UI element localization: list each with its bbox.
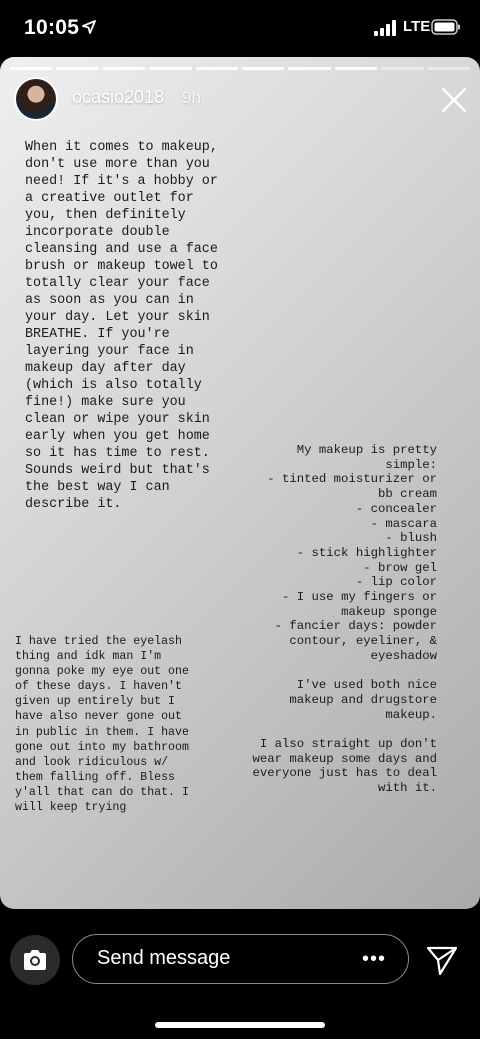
camera-icon — [22, 949, 48, 971]
story-text-top-left: When it comes to makeup, don't use more than you need! If it's a hobby or a creative outlet for you, then definitely incorporate double cleansing and use a face brush or makeup towel to totally clear your face as soon as you can in your day. Let your skin BREATHE. If you're layering your face in makeup day after day (which is also totally fine!) make sure you clean or wipe your skin early when you get home so it has time to rest. Sounds weird but that's the best way I can describe it. — [25, 140, 218, 512]
story-text-right: My makeup is pretty simple: - tinted moisturizer or bb cream - concealer - mascara - blush - stick highlighter - brow gel - lip color - I use my fingers or makeup sponge - fancier days: powder contour, eyeliner, & eyeshadow I've used both nice makeup and drugstore makeup. I also straight up don't wear makeup some days and everyone just has to deal with it. — [252, 443, 437, 796]
progress-segment — [196, 67, 238, 70]
progress-segment — [428, 67, 470, 70]
progress-segment — [56, 67, 98, 70]
progress-segment — [149, 67, 191, 70]
close-icon[interactable] — [440, 86, 468, 114]
send-message-input[interactable] — [72, 934, 409, 984]
status-time: 10:05 — [24, 16, 80, 39]
story-time-ago: 9h — [182, 88, 201, 107]
progress-segment — [335, 67, 377, 70]
camera-button[interactable] — [10, 935, 60, 985]
status-bar — [0, 0, 480, 56]
send-message-placeholder: Send message — [97, 947, 231, 969]
progress-segment — [242, 67, 284, 70]
progress-segment — [288, 67, 330, 70]
battery-icon — [431, 19, 461, 35]
progress-segment — [381, 67, 423, 70]
story-progress-bar — [10, 67, 470, 70]
progress-segment — [103, 67, 145, 70]
signal-bars-icon — [374, 20, 398, 36]
avatar[interactable] — [16, 79, 56, 119]
paper-plane-icon[interactable] — [425, 943, 459, 977]
story-text-bottom-left: I have tried the eyelash thing and idk man I'm gonna poke my eye out one of these days. I haven't given up entirely but I have also never gone out in public in them. I have gone out into my bathroom and look ridiculous w/ them falling off. Bless y'all that can do that. I will keep trying — [15, 635, 189, 815]
location-arrow-icon — [82, 20, 96, 34]
progress-segment — [10, 67, 52, 70]
story-username[interactable]: ocasio2018 — [72, 87, 165, 107]
network-type: LTE — [403, 18, 431, 35]
story-viewer[interactable] — [0, 57, 480, 909]
more-options-icon[interactable]: ••• — [361, 948, 386, 970]
home-indicator[interactable] — [155, 1022, 325, 1028]
